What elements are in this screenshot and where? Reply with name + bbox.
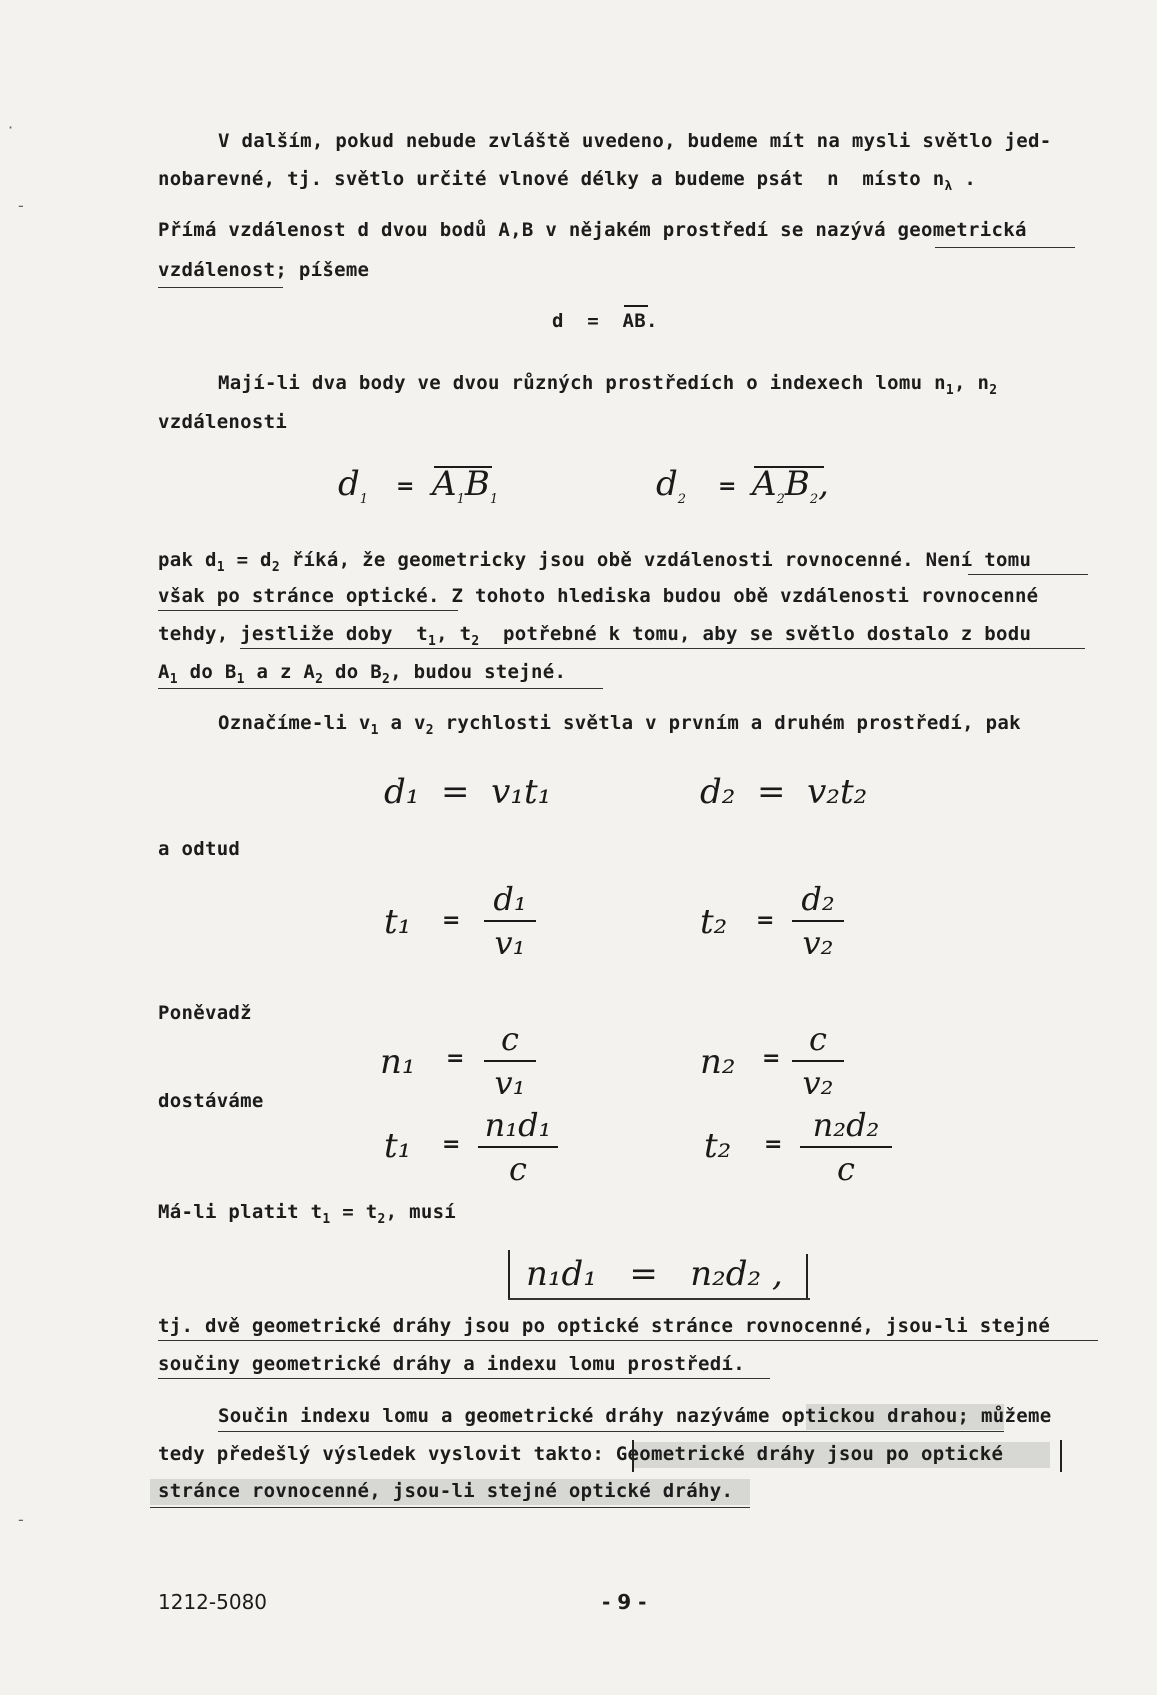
equation-t2-b: t₂ bbox=[704, 1126, 732, 1166]
paragraph-4-line-4: $A_1$ do $B_1$ a z $A_2$ do $B_2$, budou stejné. bbox=[158, 661, 567, 687]
paragraph-8-line-2: tedy předešlý výsledek vyslovit takto: Geometrické dráhy jsou po optické bbox=[158, 1443, 1004, 1465]
underline bbox=[158, 1340, 1098, 1341]
fraction-d1-v1: d₁ v₁ bbox=[484, 880, 536, 962]
paragraph-8-line-3: stránce rovnocenné, jsou-li stejné optické dráhy. bbox=[158, 1480, 734, 1502]
paragraph-4-line-1: pak $d_1 = d_2$ říká, že geometricky jsou obě vzdálenosti rovnocenné. Není tomu bbox=[158, 549, 1032, 575]
box-left-edge bbox=[508, 1250, 510, 1298]
paragraph-8-line-1: Součin indexu lomu a geometrické dráhy nazýváme optickou drahou; můžeme bbox=[218, 1405, 1052, 1427]
underline bbox=[158, 688, 603, 689]
paragraph-2-line-1: Přímá vzdálenost d dvou bodů A,B v nějakém prostředí se nazývá geometrická bbox=[158, 219, 1027, 241]
equation-d: d = AB. bbox=[552, 310, 658, 332]
equation-d1-v1t1: d₁ = v₁t₁ bbox=[384, 772, 552, 812]
equation-A1B1: $A_1B_1$ bbox=[432, 464, 499, 507]
underline bbox=[935, 247, 1075, 248]
equals-sign: = bbox=[718, 474, 737, 499]
paragraph-3-line-2: vzdálenosti bbox=[158, 411, 288, 433]
bracket-left bbox=[632, 1440, 634, 1472]
equation-d2-v2t2: d₂ = v₂t₂ bbox=[700, 772, 868, 812]
bracket-right bbox=[1060, 1440, 1062, 1472]
equals-sign: = bbox=[764, 1132, 783, 1157]
underline bbox=[150, 1507, 750, 1508]
underline bbox=[158, 1378, 770, 1379]
box-bottom-edge bbox=[508, 1298, 810, 1300]
equation-t1: t₁ bbox=[384, 902, 412, 942]
equals-sign: = bbox=[756, 908, 775, 933]
equation-n1: n₁ bbox=[380, 1042, 416, 1082]
equals-sign: = bbox=[446, 1046, 465, 1071]
paragraph-1-line-1: V dalším, pokud nebude zvláště uvedeno, budeme mít na mysli světlo jed- bbox=[218, 130, 1052, 152]
overline bbox=[754, 466, 824, 468]
overline bbox=[624, 305, 648, 307]
label-dostavame: dostáváme bbox=[158, 1090, 264, 1112]
underline bbox=[218, 1431, 1004, 1432]
equation-n2: n₂ bbox=[700, 1042, 736, 1082]
equation-d1: $d_1$ bbox=[338, 464, 369, 507]
fraction-d2-v2: d₂ v₂ bbox=[792, 880, 844, 962]
paragraph-5: Označíme-li $v_1$ a $v_2$ rychlosti světla v prvním a druhém prostředí, pak bbox=[218, 712, 1021, 738]
document-code: 1212-5080 bbox=[158, 1590, 268, 1614]
equation-d2: $d_2$ bbox=[656, 464, 687, 507]
equals-sign: = bbox=[442, 908, 461, 933]
paragraph-7-line-2: součiny geometrické dráhy a indexu lomu prostředí. bbox=[158, 1353, 745, 1375]
fraction-n2d2-c: n₂d₂ c bbox=[800, 1106, 892, 1188]
paragraph-3-line-1: Mají-li dva body ve dvou různých prostředích o indexech lomu $n_1$, $n_2$ bbox=[218, 372, 998, 398]
equation-t2: t₂ bbox=[700, 902, 728, 942]
label-a-odtud: a odtud bbox=[158, 838, 241, 860]
margin-mark: ‑ bbox=[18, 196, 24, 215]
equals-sign: = bbox=[762, 1046, 781, 1071]
equals-sign: = bbox=[396, 474, 415, 499]
boxed-equation: n₁d₁ = n₂d₂ , bbox=[526, 1254, 783, 1294]
box-right-edge bbox=[806, 1254, 808, 1298]
equation-A2B2: $A_2B_2$, bbox=[752, 464, 829, 507]
page-number: - 9 - bbox=[602, 1590, 647, 1614]
paragraph-2-line-2: vzdálenost; píšeme bbox=[158, 259, 370, 281]
paragraph-4-line-3: tehdy, jestliže doby $t_1$, $t_2$ potřebné k tomu, aby se světlo dostalo z bodu bbox=[158, 623, 1032, 649]
overline bbox=[434, 466, 492, 468]
paragraph-6: Má-li platit $t_1 = t_2$, musí bbox=[158, 1201, 457, 1227]
underline bbox=[158, 287, 283, 288]
equation-t1-b: t₁ bbox=[384, 1126, 412, 1166]
paragraph-1-line-2: nobarevné, tj. světlo určité vlnové délky a budeme psát n místo $n_\lambda$ . bbox=[158, 168, 977, 194]
paragraph-4-line-2: však po stránce optické. Z tohoto hlediska budou obě vzdálenosti rovnocenné bbox=[158, 585, 1039, 607]
underline bbox=[968, 574, 1088, 575]
paragraph-7-line-1: tj. dvě geometrické dráhy jsou po optické stránce rovnocenné, jsou-li stejné bbox=[158, 1315, 1051, 1337]
fraction-n1d1-c: n₁d₁ c bbox=[478, 1106, 558, 1188]
equals-sign: = bbox=[442, 1132, 461, 1157]
margin-mark: · bbox=[8, 118, 14, 137]
underline bbox=[240, 648, 1085, 649]
fraction-c-v2: c v₂ bbox=[792, 1020, 844, 1102]
margin-mark: ‑ bbox=[18, 1510, 24, 1529]
underline bbox=[158, 610, 458, 611]
label-ponevadz: Poněvadž bbox=[158, 1002, 252, 1024]
fraction-c-v1: c v₁ bbox=[484, 1020, 536, 1102]
